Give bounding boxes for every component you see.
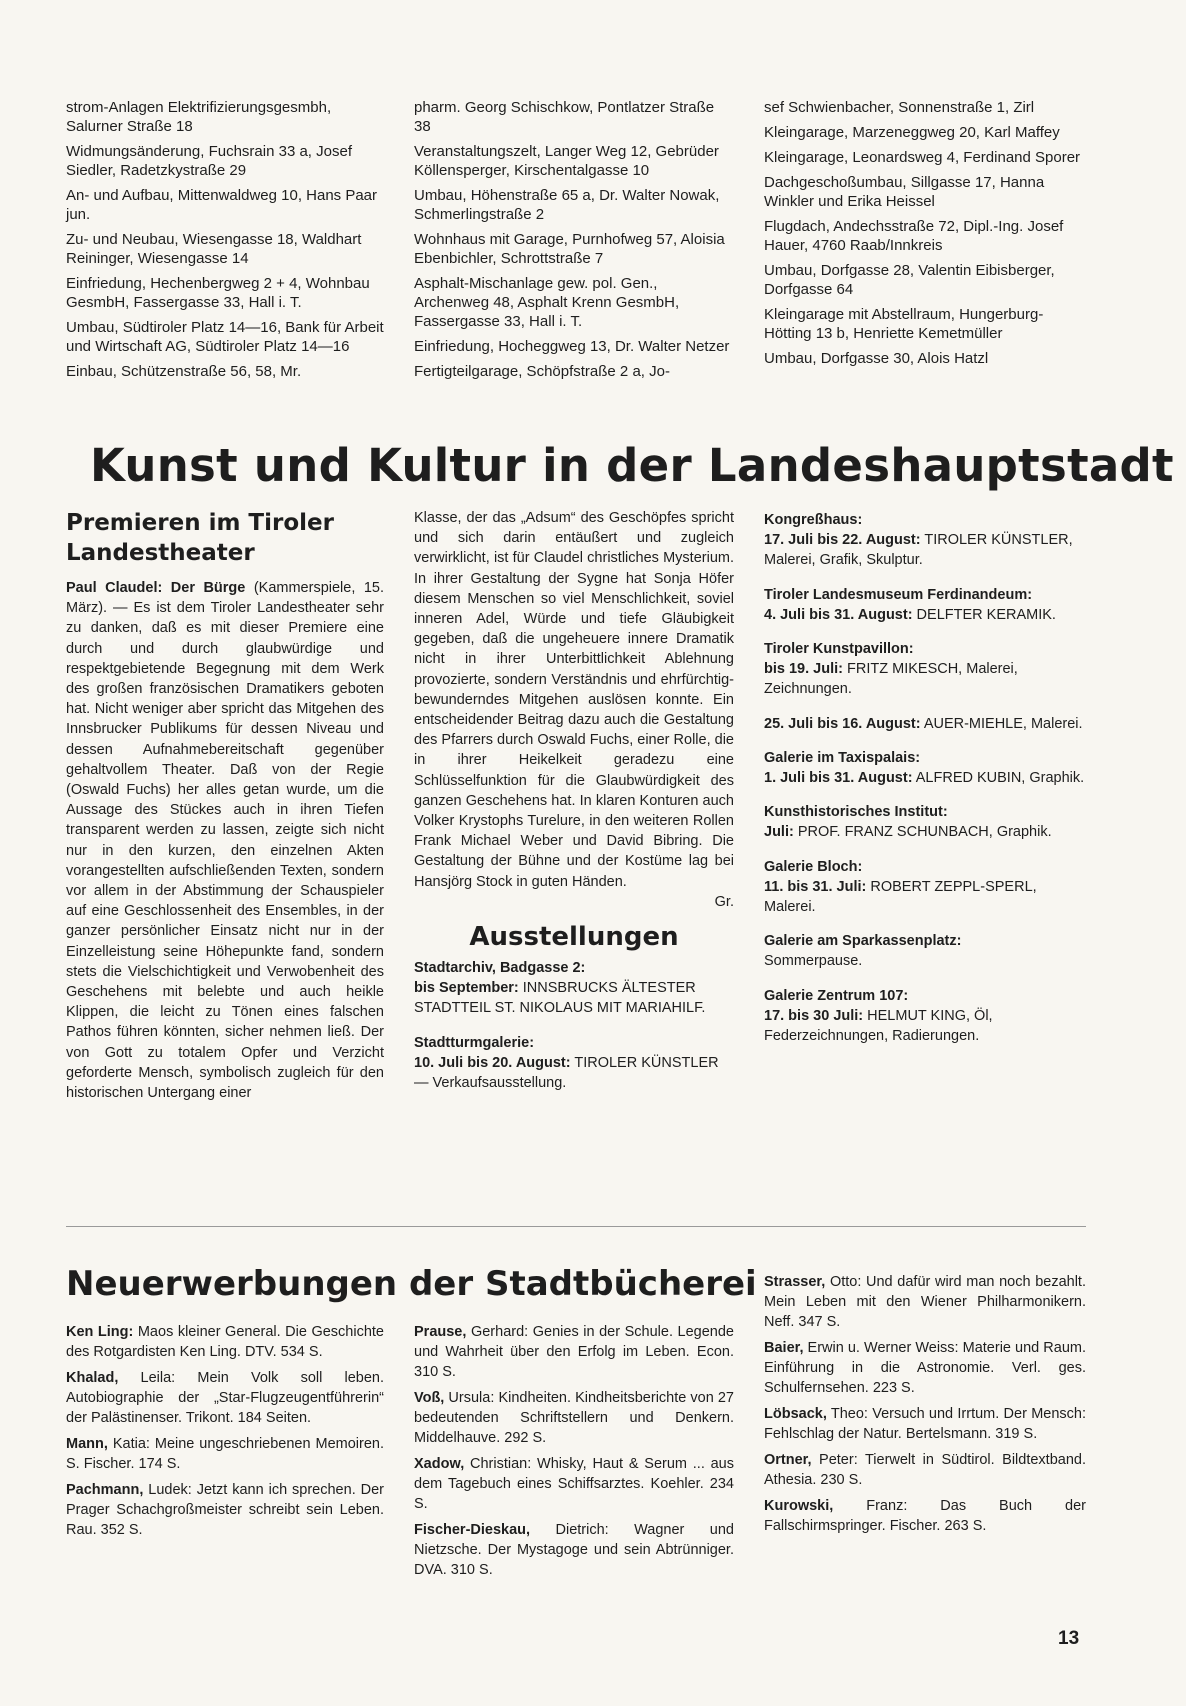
book-author: Kurowski,	[764, 1498, 834, 1514]
exhibition-desc: AUER-MIEHLE, Malerei.	[920, 715, 1083, 732]
book-author: Xadow,	[414, 1456, 465, 1472]
permit-entry: Einbau, Schützenstraße 56, 58, Mr.	[66, 363, 302, 380]
book-author: Ortner,	[764, 1452, 812, 1468]
book-entry	[764, 1450, 1086, 1490]
exhibition-date: 4. Juli bis 31. August:	[764, 606, 913, 623]
exhibition-desc: TIROLER KÜNSTLER, Malerei, Grafik, Skulptur.	[764, 532, 1073, 569]
permit-entry: Zu- und Neubau, Wiesengasse 18, Waldhart Reininger, Wiesengasse 14	[66, 231, 362, 267]
exhibition-item	[764, 822, 1086, 842]
exhibition-desc: HELMUT KING, Öl, Federzeichnungen, Radierungen.	[764, 1007, 993, 1045]
exhibition-date: Juli:	[764, 824, 794, 841]
permit-entry: Kleingarage mit Abstellraum, Hungerburg-Hötting 13 b, Henriette Kemetmüller	[764, 306, 1044, 342]
book-entry	[764, 1496, 1086, 1536]
exhibition-date: 10. Juli bis 20. August:	[414, 1054, 571, 1071]
book-author: Strasser,	[764, 1274, 826, 1290]
permit-list-col-3	[764, 98, 1086, 374]
book-entry	[414, 1322, 734, 1382]
book-details: Ursula: Kindheiten. Kindheitsberichte von 27 bedeutenden Schriftstellern und Denkern. Middelhauve. 292 S.	[414, 1390, 734, 1446]
book-entry	[764, 1272, 1086, 1332]
exhibition-item	[414, 1053, 734, 1093]
book-details: Gerhard: Genies in der Schule. Legende und Wahrheit über den Erfolg im Leben. Econ. 310 S.	[414, 1324, 734, 1380]
exhibition-venue: Galerie am Sparkassenplatz:	[764, 933, 962, 950]
library-col-1	[66, 1322, 384, 1546]
exhibition-date: 11. bis 31. Juli:	[764, 878, 867, 895]
exhibition-desc: PROF. FRANZ SCHUNBACH, Graphik.	[793, 824, 1052, 841]
exhibition-desc: ALFRED KUBIN, Graphik.	[912, 770, 1085, 787]
exhibition-item: Sommerpause.	[764, 953, 863, 970]
section-divider	[66, 1226, 1086, 1227]
exhibition-venue: Kunsthistorisches Institut:	[764, 804, 948, 821]
review-signature: Gr.	[714, 893, 734, 910]
book-entry	[764, 1404, 1086, 1444]
exhibition-date: 25. Juli bis 16. August:	[764, 715, 921, 732]
permit-entry: Umbau, Dorfgasse 28, Valentin Eibisberger, Dorfgasse 64	[764, 262, 1055, 298]
exhibition-venue: Tiroler Kunstpavillon:	[764, 641, 914, 658]
premieres-heading-line-1: Premieren im Tiroler	[66, 510, 334, 536]
exhibition-item	[764, 768, 1086, 788]
book-entry	[66, 1322, 384, 1362]
exhibition-date: bis 19. Juli:	[764, 661, 843, 678]
book-author: Mann,	[66, 1436, 108, 1452]
permit-entry: Kleingarage, Marzeneggweg 20, Karl Maffey	[764, 124, 1060, 141]
exhibition-desc: INNSBRUCKS ÄLTESTER STADTTEIL ST. NIKOLAUS MIT MARIAHILF.	[414, 980, 706, 1017]
book-entry	[66, 1480, 384, 1540]
permit-list-col-2	[414, 98, 732, 387]
permit-entry: Veranstaltungszelt, Langer Weg 12, Gebrüder Köllensperger, Kirschentalgasse 10	[414, 143, 719, 179]
book-details: Ludek: Jetzt kann ich sprechen. Der Prager Schachgroßmeister schreibt sein Leben. Rau. 352 S.	[66, 1482, 384, 1538]
theater-review-col-2	[414, 508, 734, 1093]
review-body-2: Klasse, der das „Adsum“ des Geschöpfes spricht und sich darin entäußert und zugleich verwirklicht, ist für Claudel christliches Mysterium. In ihrer Gestaltung der Sygne hat Sonja Höfer diesem Menschen so viel Menschlichkeit, soviel inneren Adel, Würde und tiefe Gläubigkeit gegeben, daß die ungeheuere innere Dramatik nicht in ihrer Unterbittlichkeit Ablehnung provozierte, sondern Verständnis und ehrfürchtig-bewunderndes Mitgehen auslösen konnte. Ein entscheidender Beitrag dazu auch die Gestaltung des Pfarrers durch Oswald Fuchs, einer Rolle, die in ihrer Heikelkeit geradezu eine Schlüsselfunktion für die Glaubwürdigkeit des ganzen Geschehens hat. In klaren Konturen auch Volker Krystophs Turelure, in den weiteren Rollen Frank Michael Weber und David Bibring. Die Gestaltung der Bühne und der Kostüme lag bei Hansjörg Stock in guten Händen.	[414, 510, 734, 890]
exhibition-item	[764, 659, 1086, 699]
book-author: Prause,	[414, 1324, 467, 1340]
permit-entry: Umbau, Höhenstraße 65 a, Dr. Walter Nowak, Schmerlingstraße 2	[414, 187, 720, 223]
review-body-1: (Kammerspiele, 15. März). — Es ist dem Tiroler Landestheater sehr zu danken, daß es mit dieser Premiere eine durch und durch glaubwürdige und respektgebietende Begegnung mit dem Werk des großen französischen Dramatikers geboten hat. Nicht weniger aber spricht das Mitgehen des Innsbrucker Publikums für dessen Niveau und dessen Aufnahmebereitschaft gegenüber gehaltvollem Theater. Daß von der Regie (Oswald Fuchs) her alles getan wurde, um die Aussage des Stückes auch in ihren Tiefen transparent werden zu lassen, zeigte sich nicht nur in den kurzen, den einzelnen Akten vorangestellten aufschließenden Texten, sondern vor allem in der Abstimmung der Schauspieler auf eine Geschlossenheit des Ensembles, in der ganzer persönlicher Einsatz nicht nur in der Einzelleistung seine Höhepunkte fand, sondern stets die Vielschichtigkeit und Verwobenheit des Geschehens mit belebte und auch heikle Klippen, die leicht zu Tönen eines falschen Pathos führen könnten, sicher nehmen ließ. Der von Gott zu totalem Opfer und Verzicht geforderte Mensch, symbolisch zugleich für den historischen Untergang einer	[66, 580, 384, 1102]
permit-entry: Flugdach, Andechsstraße 72, Dipl.-Ing. Josef Hauer, 4760 Raab/Innkreis	[764, 218, 1064, 254]
book-details: Peter: Tierwelt in Südtirol. Bildtextband. Athesia. 230 S.	[764, 1452, 1086, 1488]
exhibition-venue: Galerie im Taxispalais:	[764, 749, 921, 766]
theater-review-col-1	[66, 508, 384, 1109]
book-author: Khalad,	[66, 1370, 119, 1386]
permit-entry: Einfriedung, Hocheggweg 13, Dr. Walter Netzer	[414, 338, 730, 355]
exhibition-venue: Tiroler Landesmuseum Ferdinandeum:	[764, 586, 1033, 603]
book-author: Voß,	[414, 1390, 445, 1406]
library-section-title: Neuerwerbungen der Stadtbücherei	[66, 1264, 757, 1304]
exhibition-item	[414, 978, 734, 1018]
book-entry	[66, 1434, 384, 1474]
permit-entry: Fertigteilgarage, Schöpfstraße 2 a, Jo-	[414, 363, 670, 380]
exhibition-desc: ROBERT ZEPPL-SPERL, Malerei.	[764, 878, 1037, 916]
book-details: Dietrich: Wagner und Nietzsche. Der Mystagoge und sein Abtrünniger. DVA. 310 S.	[414, 1522, 734, 1578]
permit-entry: Kleingarage, Leonardsweg 4, Ferdinand Sporer	[764, 149, 1081, 166]
book-entry	[66, 1368, 384, 1428]
book-author: Ken Ling:	[66, 1324, 134, 1340]
exhibition-list-part-1	[414, 958, 734, 1093]
premieres-heading-line-2: Landestheater	[66, 540, 255, 566]
permit-entry: Einfriedung, Hechenbergweg 2 + 4, Wohnbau GesmbH, Fassergasse 33, Hall i. T.	[66, 275, 370, 311]
permit-list-col-1	[66, 98, 384, 387]
exhibitions-heading: Ausstellungen	[469, 922, 679, 953]
culture-section-title: Kunst und Kultur in der Landeshauptstadt	[90, 439, 1174, 492]
permit-entry: Widmungsänderung, Fuchsrain 33 a, Josef Siedler, Radetzkystraße 29	[66, 143, 352, 179]
book-entry	[414, 1454, 734, 1514]
exhibition-venue: Stadtturmgalerie:	[414, 1034, 535, 1051]
review-lead: Paul Claudel: Der Bürge	[66, 580, 246, 596]
book-author: Löbsack,	[764, 1406, 827, 1422]
book-entry	[414, 1520, 734, 1580]
book-entry	[414, 1388, 734, 1448]
book-details: Maos kleiner General. Die Geschichte des Rotgardisten Ken Ling. DTV. 534 S.	[66, 1324, 384, 1360]
book-details: Leila: Mein Volk soll leben. Autobiographie der „Star-Flugzeugentführerin“ der Palästinenser. Trikont. 184 Seiten.	[66, 1370, 384, 1426]
book-author: Fischer-Dieskau,	[414, 1522, 531, 1538]
page-number: 13	[1058, 1628, 1080, 1649]
exhibition-desc: FRITZ MIKESCH, Malerei, Zeichnungen.	[764, 661, 1018, 698]
exhibition-item	[764, 1006, 1086, 1046]
permit-entry: Umbau, Südtiroler Platz 14—16, Bank für Arbeit und Wirtschaft AG, Südtiroler Platz 14—16	[66, 319, 384, 355]
exhibition-date: bis September:	[414, 980, 519, 997]
book-details: Christian: Whisky, Haut & Serum ... aus dem Tagebuch eines Schiffsarztes. Koehler. 234 S.	[414, 1456, 734, 1512]
book-details: Erwin u. Werner Weiss: Materie und Raum. Einführung in die Astronomie. Verl. ges. Schulfernsehen. 223 S.	[764, 1340, 1086, 1396]
exhibition-item	[764, 530, 1086, 570]
book-details: Katia: Meine ungeschriebenen Memoiren. S. Fischer. 174 S.	[66, 1436, 384, 1472]
permit-entry: An- und Aufbau, Mittenwaldweg 10, Hans Paar jun.	[66, 187, 378, 223]
exhibition-venue: Kongreßhaus:	[764, 512, 863, 528]
exhibition-venue: Stadtarchiv, Badgasse 2:	[414, 960, 586, 977]
permit-entry: pharm. Georg Schischkow, Pontlatzer Straße 38	[414, 99, 715, 135]
exhibition-desc: TIROLER KÜNSTLER — Verkaufsausstellung.	[414, 1054, 719, 1092]
book-author: Pachmann,	[66, 1482, 144, 1498]
library-col-2	[414, 1322, 734, 1586]
book-details: Franz: Das Buch der Fallschirmspringer. Fischer. 263 S.	[764, 1498, 1086, 1534]
exhibition-venue: Galerie Zentrum 107:	[764, 987, 909, 1004]
exhibition-item	[764, 877, 1086, 917]
permit-entry: Asphalt-Mischanlage gew. pol. Gen., Archenweg 48, Asphalt Krenn GesmbH, Fassergasse 33, Hall i. T.	[414, 275, 680, 330]
library-col-3	[764, 1272, 1086, 1542]
exhibition-venue: Galerie Bloch:	[764, 858, 863, 875]
permit-entry: Wohnhaus mit Garage, Purnhofweg 57, Aloisia Ebenbichler, Schrottstraße 7	[414, 231, 725, 267]
theater-review-text	[66, 578, 384, 1103]
permit-entry: sef Schwienbacher, Sonnenstraße 1, Zirl	[764, 99, 1035, 116]
exhibition-date: 17. bis 30 Juli:	[764, 1007, 864, 1024]
exhibition-date: 1. Juli bis 31. August:	[764, 770, 913, 787]
permit-entry: strom-Anlagen Elektrifizierungsgesmbh, Salurner Straße 18	[66, 99, 332, 135]
permit-entry: Dachgeschoßumbau, Sillgasse 17, Hanna Winkler und Erika Heissel	[764, 174, 1045, 210]
book-details: Theo: Versuch und Irrtum. Der Mensch: Fehlschlag der Natur. Bertelsmann. 319 S.	[764, 1406, 1086, 1442]
exhibition-desc: DELFTER KERAMIK.	[912, 606, 1056, 623]
exhibition-item	[764, 605, 1086, 625]
permit-entry: Umbau, Dorfgasse 30, Alois Hatzl	[764, 350, 989, 367]
exhibition-date: 17. Juli bis 22. August:	[764, 532, 921, 549]
exhibition-item	[764, 714, 1086, 734]
book-author: Baier,	[764, 1340, 804, 1356]
book-entry	[764, 1338, 1086, 1398]
book-details: Otto: Und dafür wird man noch bezahlt. Mein Leben mit den Wiener Philharmonikern. Neff. 347 S.	[764, 1274, 1086, 1330]
exhibition-list-part-2	[764, 510, 1086, 1046]
